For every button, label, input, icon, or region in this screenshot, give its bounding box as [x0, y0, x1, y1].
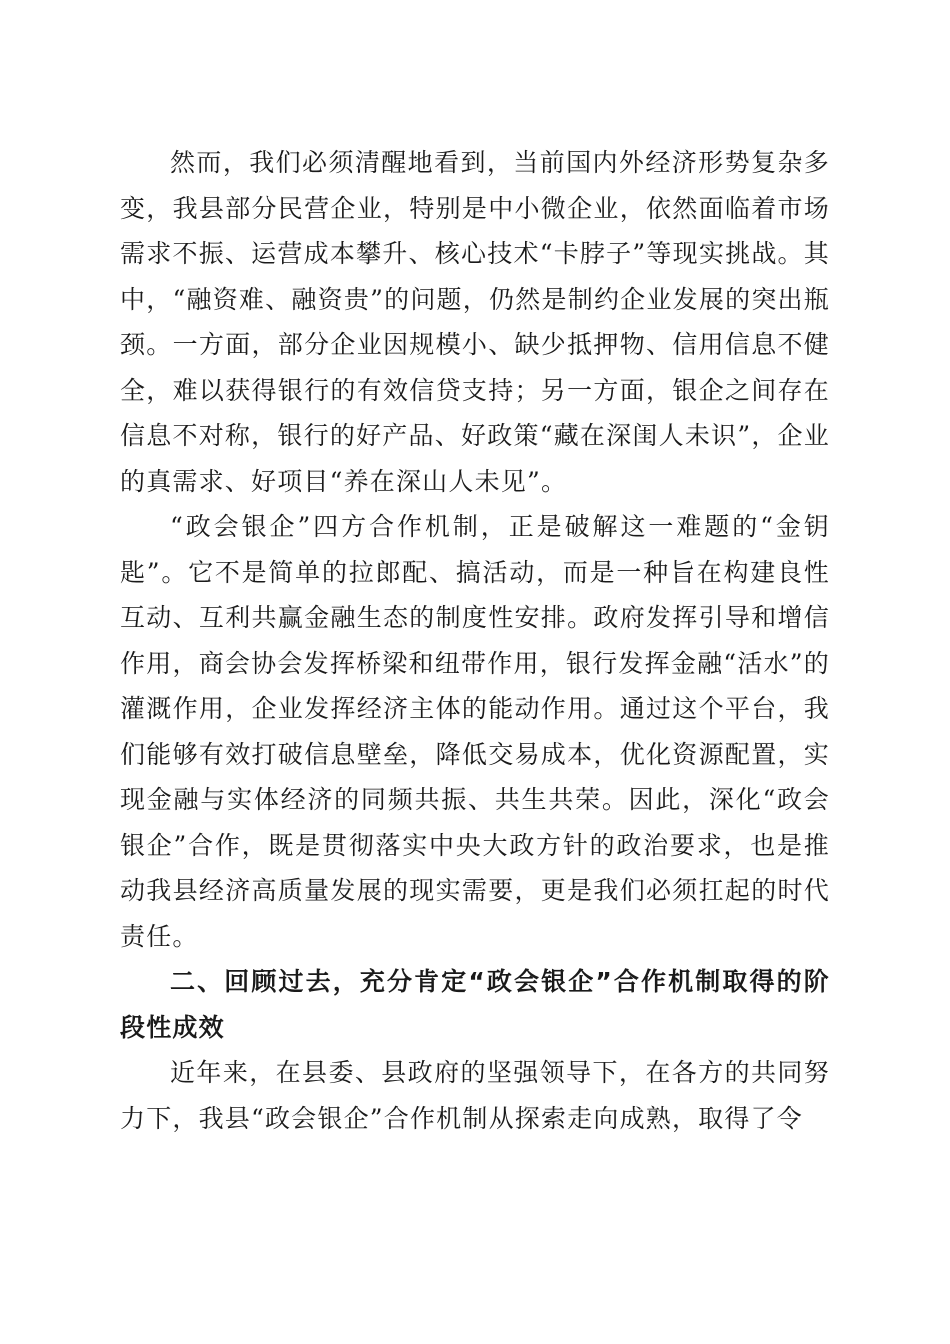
body-paragraph: 近年来，在县委、县政府的坚强领导下，在各方的共同努力下，我县“政会银企”合作机制从探索走向成熟，取得了令: [120, 1058, 830, 1133]
body-paragraph: “政会银企”四方合作机制，正是破解这一难题的“金钥匙”。它不是简单的拉郎配、搞活动，而是一种旨在构建良性互动、互利共赢金融生态的制度性安排。政府发挥引导和增信作用，商会协会发挥桥梁和纽带作用，银行发挥金融“活水”的灌溉作用，企业发挥经济主体的能动作用。通过这个平台，我们能够有效打破信息壁垒，降低交易成本，优化资源配置，实现金融与实体经济的同频共振、共生共荣。因此，深化“政会银企”合作，既是贯彻落实中央大政方针的政治要求，也是推动我县经济高质量发展的现实需要，更是我们必须扛起的时代责任。: [120, 512, 830, 951]
document-page: [120, 140, 830, 1141]
body-paragraph: 然而，我们必须清醒地看到，当前国内外经济形势复杂多变，我县部分民营企业，特别是中小微企业，依然面临着市场需求不振、运营成本攀升、核心技术“卡脖子”等现实挑战。其中，“融资难、融资贵”的问题，仍然是制约企业发展的突出瓶颈。一方面，部分企业因规模小、缺少抵押物、信用信息不健全，难以获得银行的有效信贷支持；另一方面，银企之间存在信息不对称，银行的好产品、好政策“藏在深闺人未识”，企业的真需求、好项目“养在深山人未见”。: [120, 148, 830, 496]
section-heading: 二、回顾过去，充分肯定“政会银企”合作机制取得的阶段性成效: [120, 967, 830, 1042]
